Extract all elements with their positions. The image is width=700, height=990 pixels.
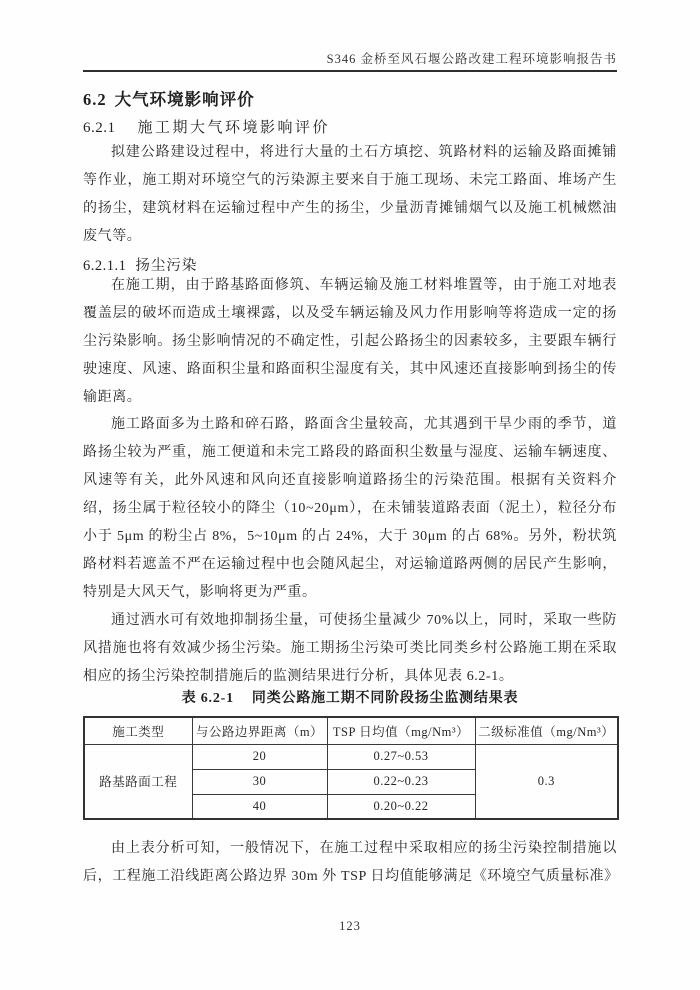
subsubsection-number: 6.2.1.1 xyxy=(83,258,127,274)
paragraph-dust-particle-sizes: 施工路面多为土路和碎石路，路面含尘量较高，尤其遇到干旱少雨的季节，道路扬尘较为严重，施工便道和未完工路段的路面积尘数量与湿度、运输车辆速度、风速等有关，此外风速和风向还直接影响道路扬尘的污染范围。根据有关资料介绍，扬尘属于粒径较小的降尘（10~20μm），在未铺装道路表面（泥土），粒径分布小于 5μm 的粉尘占 8%，5~10μm 的占 24%，大于 30μm 的占 68%。另外，粉状筑路材料若遮盖不严在运输过程中也会随风起尘，对运输道路两侧的居民产生影响，特别是大风天气，影响将更为严重。 xyxy=(83,417,617,600)
table-caption-label: 表 6.2-1 xyxy=(181,691,234,706)
cell-distance: 20 xyxy=(192,744,327,769)
section-heading-6-2 xyxy=(83,86,255,110)
cell-distance: 40 xyxy=(192,794,327,819)
section-number: 6.2 xyxy=(83,90,107,109)
section-title: 大气环境影响评价 xyxy=(114,91,255,109)
col-header-distance: 与公路边界距离（m） xyxy=(192,717,327,744)
dust-monitoring-table xyxy=(83,716,619,820)
page-number: 123 xyxy=(339,919,361,933)
subsection-heading-6-2-1 xyxy=(83,116,330,137)
paragraph-water-spraying: 通过洒水可有效地抑制扬尘量，可使扬尘量减少 70%以上，同时，采取一些防风措施也将有效减少扬尘污染。施工期扬尘污染可类比同类乡村公路施工期在采取相应的扬尘污染控制措施后的监测结果进行分析，具体见表 6.2-1。 xyxy=(83,613,617,684)
col-header-tsp-daily-avg: TSP 日均值（mg/Nm³） xyxy=(327,717,475,744)
table-caption xyxy=(83,687,617,707)
paragraph-dust-causes: 在施工期，由于路基路面修筑、车辆运输及施工材料堆置等，由于施工对地表覆盖层的破坏而造成土壤裸露，以及受车辆运输及风力作用影响等将造成一定的扬尘污染影响。扬尘影响情况的不确定性，引起公路扬尘的因素较多，主要跟车辆行驶速度、风速、路面积尘量和路面积尘湿度有关，其中风速还直接影响到扬尘的传输距离。 xyxy=(83,278,617,405)
paragraph-conclusion: 由上表分析可知，一般情况下，在施工过程中采取相应的扬尘污染控制措施以后，工程施工沿线距离公路边界 30m 外 TSP 日均值能够满足《环境空气质量标准》 xyxy=(83,841,619,884)
cell-tsp: 0.20~0.22 xyxy=(327,794,475,819)
paragraph-intro: 拟建公路建设过程中，将进行大量的土石方填挖、筑路材料的运输及路面摊铺等作业，施工期对环境空气的污染源主要来自于施工现场、未完工路面、堆场产生的扬尘，建筑材料在运输过程中产生的扬尘，少量沥青摊铺烟气以及施工机械燃油废气等。 xyxy=(83,145,617,244)
subsubsection-title: 扬尘污染 xyxy=(135,258,198,274)
cell-construction-type: 路基路面工程 xyxy=(84,744,192,819)
table-caption-title: 同类公路施工期不同阶段扬尘监测结果表 xyxy=(251,689,519,705)
col-header-construction-type: 施工类型 xyxy=(84,717,192,744)
cell-distance: 30 xyxy=(192,769,327,794)
cell-standard-value: 0.3 xyxy=(475,744,618,819)
cell-tsp: 0.22~0.23 xyxy=(327,769,475,794)
table-header-row xyxy=(84,717,618,744)
table-row xyxy=(84,744,618,769)
header-rule xyxy=(83,70,617,72)
running-header: S346 金桥至风石堰公路改建工程环境影响报告书 xyxy=(326,52,617,66)
col-header-class2-standard: 二级标准值（mg/Nm³） xyxy=(475,717,618,744)
subsection-number: 6.2.1 xyxy=(83,120,116,136)
subsection-title: 施工期大气环境影响评价 xyxy=(137,120,331,136)
cell-tsp: 0.27~0.53 xyxy=(327,744,475,769)
